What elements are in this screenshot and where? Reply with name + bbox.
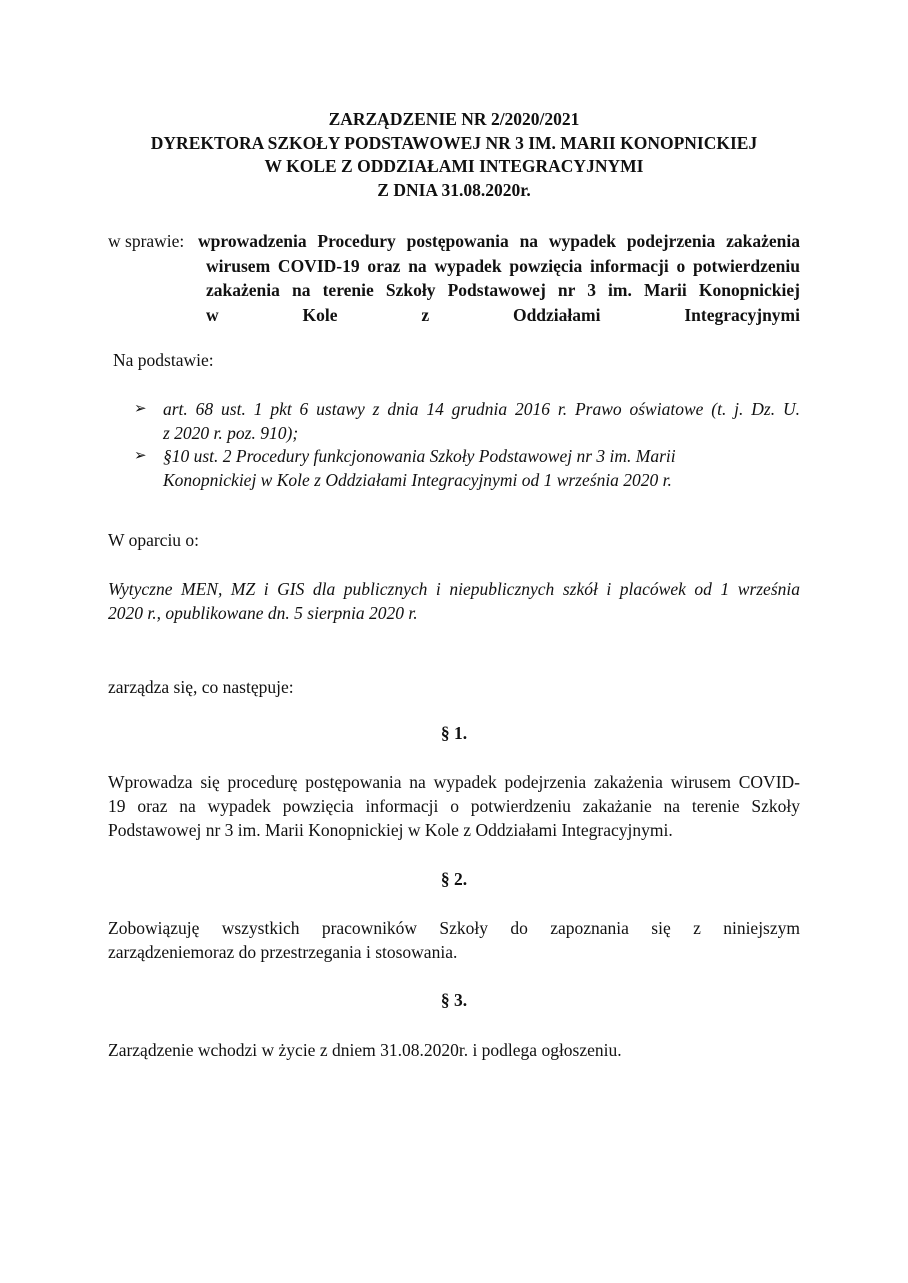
subject-line: wprowadzenia Procedury postępowania na wypadek podejrzenia zakażenia <box>198 231 800 251</box>
order-date: Z DNIA 31.08.2020r. <box>377 179 531 200</box>
subject-label: w sprawie: <box>108 231 185 251</box>
list-item-line: Konopnickiej w Kole z Oddziałami Integracyjnymi od 1 września 2020 r. <box>163 469 672 490</box>
arrow-bullet-icon: ➢ <box>134 448 147 464</box>
list-item <box>134 398 800 445</box>
paragraph-line: Podstawowej nr 3 im. Marii Konopnickiej w Kole z Oddziałami Integracyjnymi. <box>108 820 673 840</box>
paragraph-line: 19 oraz na wypadek powzięcia informacji o potwierdzeniu zakażanie na terenie Szkoły <box>108 796 800 816</box>
order-number: ZARZĄDZENIE NR 2/2020/2021 <box>328 109 580 129</box>
list-item-line: z 2020 r. poz. 910); <box>163 422 299 443</box>
list-item-line: §10 ust. 2 Procedury funkcjonowania Szkoły Podstawowej nr 3 im. Marii <box>163 446 676 466</box>
list-item-line: art. 68 ust. 1 pkt 6 ustawy z dnia 14 grudnia 2016 r. Prawo oświatowe (t. j. Dz. U. <box>163 399 800 419</box>
paragraph-line: zarządzeniemoraz do przestrzegania i stosowania. <box>108 942 458 962</box>
subject-line: wirusem COVID-19 oraz na wypadek powzięcia informacji o potwierdzeniu <box>206 255 800 276</box>
paragraph-line: Zobowiązuję wszystkich pracowników Szkoły do zapoznania się z niniejszym <box>108 918 800 938</box>
document-header <box>0 108 908 202</box>
decree-intro: zarządza się, co następuje: <box>108 677 294 697</box>
issuer-line: DYREKTORA SZKOŁY PODSTAWOWEJ NR 3 IM. MARII KONOPNICKIEJ <box>150 132 758 153</box>
subject-line: w Kole z Oddziałami Integracyjnymi <box>206 304 800 325</box>
paragraph-line: Zarządzenie wchodzi w życie z dniem 31.08.2020r. i podlega ogłoszeniu. <box>108 1040 622 1060</box>
arrow-bullet-icon: ➢ <box>134 401 147 417</box>
subject-line: zakażenia na terenie Szkoły Podstawowej nr 3 im. Marii Konopnickiej <box>206 280 800 300</box>
paragraph-line: Wprowadza się procedurę postępowania na wypadek podejrzenia zakażenia wirusem COVID- <box>108 772 800 792</box>
subject-text <box>198 229 800 327</box>
section-1-text <box>108 770 800 842</box>
issuer-line-2: W KOLE Z ODDZIAŁAMI INTEGRACYJNYMI <box>264 156 644 176</box>
guidelines-line: Wytyczne MEN, MZ i GIS dla publicznych i niepublicznych szkół i placówek od 1 września <box>108 579 800 599</box>
guidelines-text <box>108 577 800 625</box>
section-2-title: § 2. <box>440 869 468 889</box>
section-3-text <box>108 1038 800 1062</box>
basis-label: Na podstawie: <box>113 350 214 370</box>
section-3-title: § 3. <box>440 990 468 1010</box>
guidelines-line: 2020 r., opublikowane dn. 5 sierpnia 2020 r. <box>108 603 418 623</box>
oparciu-label: W oparciu o: <box>108 530 200 550</box>
legal-basis-list <box>134 398 800 492</box>
section-1-title: § 1. <box>440 723 468 743</box>
list-item <box>134 445 800 492</box>
section-2-text <box>108 916 800 964</box>
